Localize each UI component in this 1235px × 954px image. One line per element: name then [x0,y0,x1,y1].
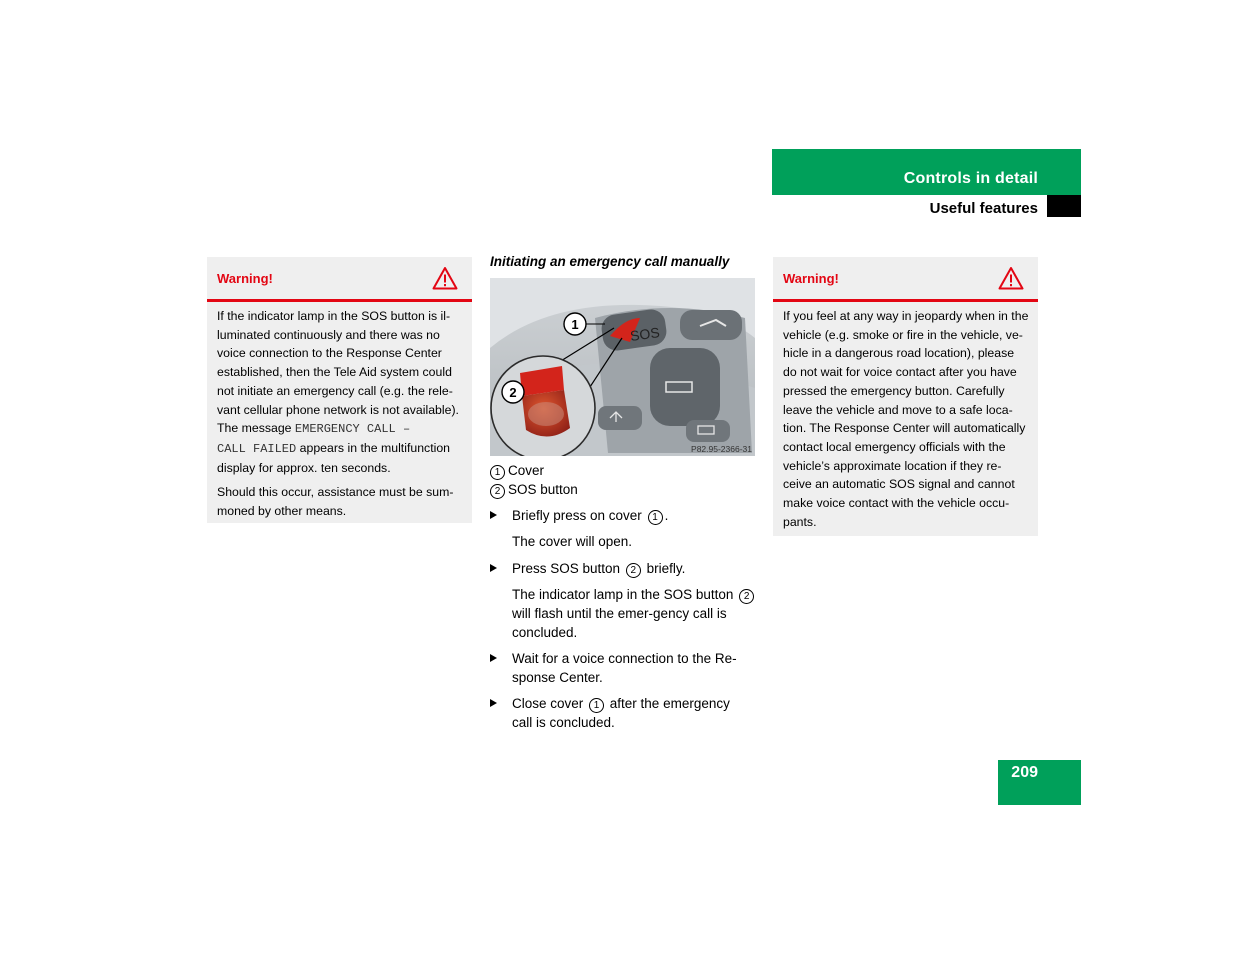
warning-text: If the indicator lamp in the SOS button is il-luminated continuously and there was no voice connection to the Response Center established, then the Tele Aid system could not initiate an emergency call (e.g. the rele-vant cellular phone network is not available). The message [217,309,459,436]
legend-number: 2 [490,484,505,499]
warning-body [217,307,464,527]
header-tab-marker [1047,195,1081,217]
step-arrow-icon [490,654,497,662]
warning-header [773,257,1038,302]
step-text: Briefly press on cover [512,508,646,523]
subsection-title: Useful features [929,200,1038,217]
sos-button-label: SOS [629,324,661,345]
legend-item [490,480,762,499]
step-arrow-icon [490,511,497,519]
page-number: 209 [1011,764,1038,781]
step-result [512,585,758,642]
figure-callout-1: 1 [571,317,579,332]
step-text: Press SOS button [512,561,624,576]
figure-code: P82.95-2366-31 [691,444,752,454]
step-text: after the emergency call is concluded. [512,696,730,730]
step-text: . [664,508,669,523]
procedure-step [490,694,762,732]
warning-paragraph: If you feel at any way in jeopardy when in the vehicle (e.g. smoke or fire in the vehicle, ve-hicle in a dangerous road location), please do not wait for voice contact after you have pressed the emergency button. Carefully leave the vehicle and move to a safe loca-tion. The Response Center will automatically contact local emergency officials with the vehicle’s approximate location if they re-ceive an automatic SOS signal and cannot make voice contact with the vehicle occu-pants. [783,309,1029,529]
warning-box-left [207,257,472,523]
procedure-step [490,506,762,525]
procedure-title: Initiating an emergency call manually [490,254,730,269]
warning-box-right [773,257,1038,536]
step-ref-number: 1 [648,510,663,525]
step-arrow-icon [490,699,497,707]
figure-callout-2: 2 [509,385,517,400]
warning-label: Warning! [217,271,273,286]
warning-header [207,257,472,302]
step-text: briefly. [642,561,686,576]
result-text: will flash until the emer-gency call is concluded. [512,606,727,640]
warning-body [783,307,1030,537]
warning-paragraph: Should this occur, assistance must be sum-moned by other means. [217,485,454,519]
legend-label: SOS button [508,482,578,497]
result-text: The indicator lamp in the SOS button [512,587,738,602]
step-ref-number: 2 [739,589,754,604]
legend-label: Cover [508,463,545,478]
step-arrow-icon [490,564,497,572]
figure-legend [490,461,762,499]
display-message-line-1: EMERGENCY CALL – [294,422,411,437]
step-ref-number: 2 [626,563,641,578]
warning-text: appears in the multifunction display for approx. ten seconds. [217,440,451,475]
step-result: The cover will open. [512,534,633,549]
section-title: Controls in detail [903,170,1038,187]
sos-button-illustration [490,278,755,456]
procedure-step [490,649,762,687]
legend-number: 1 [490,465,505,480]
legend-item [490,461,762,480]
step-text: Close cover [512,696,588,711]
step-text: Wait for a voice connection to the Re-sponse Center. [512,651,737,685]
warning-paragraph [217,307,464,477]
procedure-steps [490,506,762,746]
warning-label: Warning! [783,271,839,286]
warning-triangle-icon [998,266,1024,290]
step-ref-number: 1 [589,698,604,713]
warning-triangle-icon [432,266,458,290]
display-message-line-2: CALL FAILED [217,441,297,456]
procedure-step [490,559,762,578]
